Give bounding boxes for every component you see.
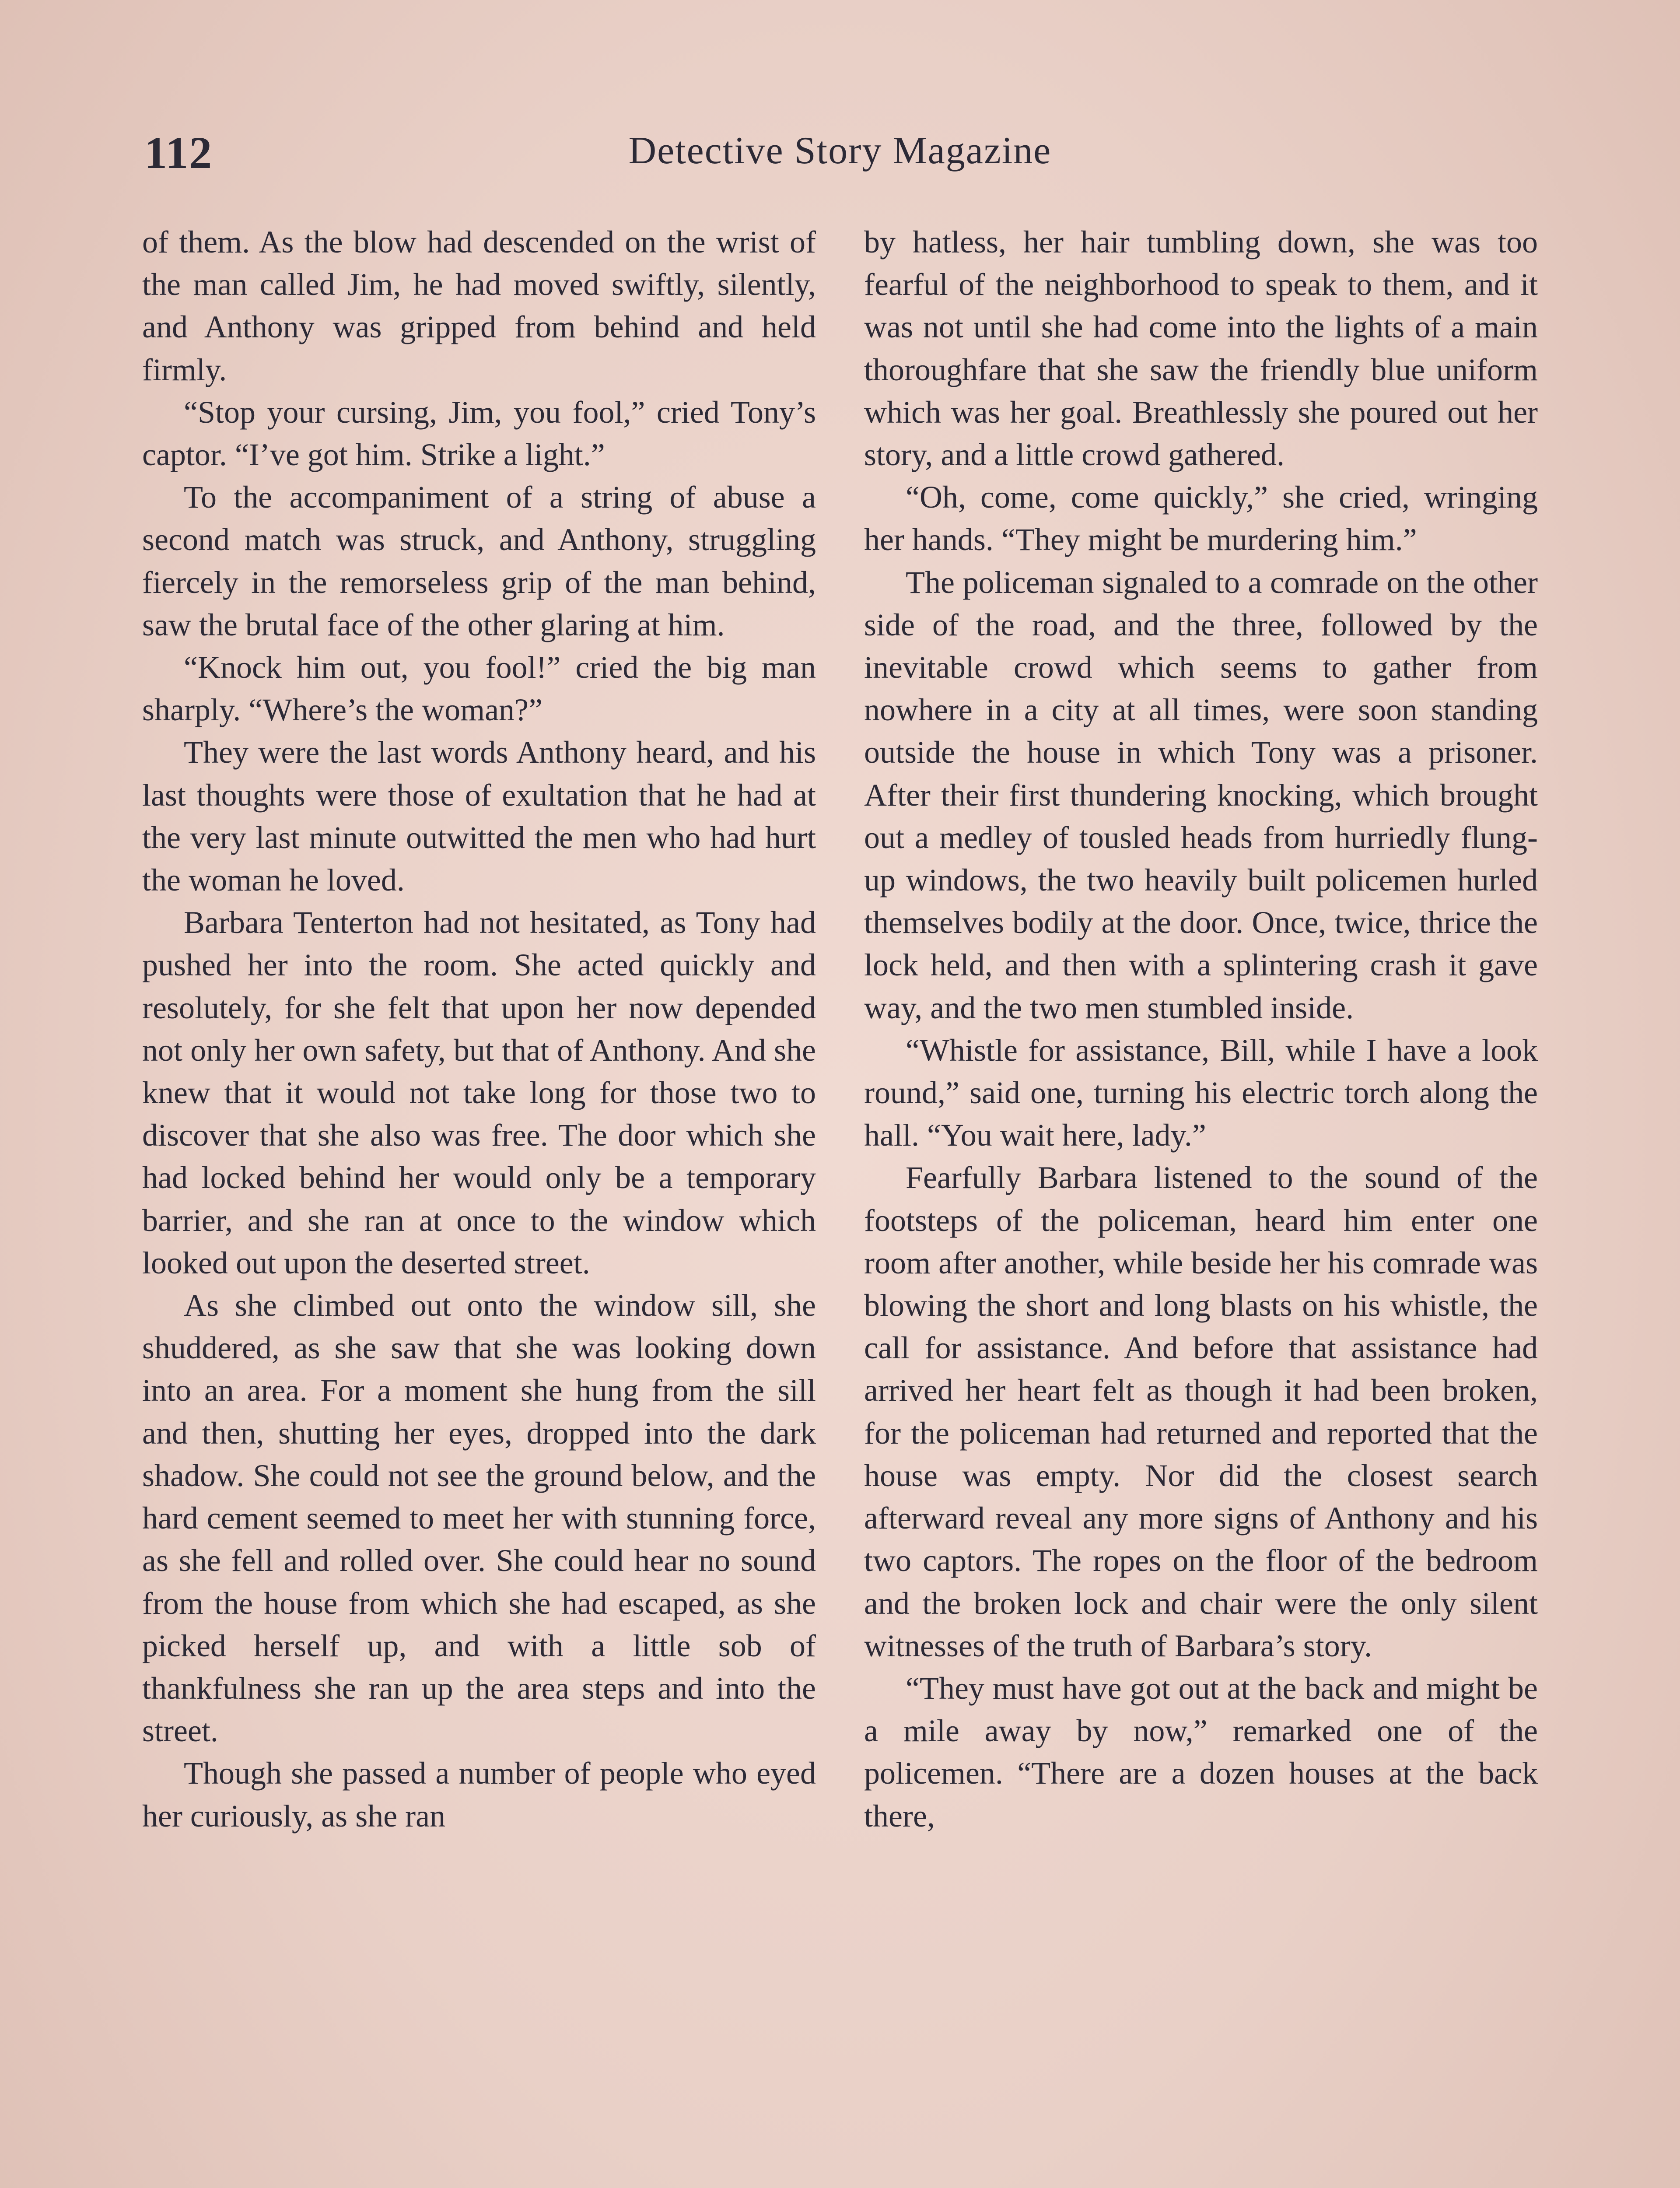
paragraph: Fearfully Barbara listened to the sound of the footsteps of the policeman, heard him enter one room after another, while beside her his comrade was blowing the short and long blasts on his whistle, the call for assistance. And before that assistance had arrived her heart felt as though it had been broken, for the policeman had returned and reported that the house was empty. Nor did the closest search afterward reveal any more signs of Anthony and his two captors. The ropes on the floor of the bedroom and the broken lock and chair were the only silent witnesses of the truth of Barbara’s story. — [864, 1160, 1538, 1663]
paragraph: “Oh, come, come quickly,” she cried, wringing her hands. “They might be murdering him.” — [864, 480, 1538, 558]
paragraph: Though she passed a number of people who eyed her curiously, as she ran — [142, 1756, 816, 1834]
paragraph: The policeman signaled to a comrade on the other side of the road, and the three, followed by the inevitable crowd which seems to gather from nowhere in a city at all times, were soon standing outside the house in which Tony was a prisoner. After their first thundering knocking, which brought out a medley of tousled heads from hurriedly flung-up windows, the two heavily built policemen hurled themselves bodily at the door. Once, twice, thrice the lock held, and then with a splintering crash it gave way, and the two men stumbled inside. — [864, 565, 1538, 1025]
paragraph: of them. As the blow had descended on the wrist of the man called Jim, he had moved swiftly, silently, and Anthony was gripped from behind and held firmly. — [142, 224, 816, 387]
paragraph: Barbara Tenterton had not hesitated, as Tony had pushed her into the room. She acted quickly and resolutely, for she felt that upon her now depended not only her own safety, but that of Anthony. And she knew that it would not take long for those two to discover that she also was free. The door which she had locked behind her would only be a temporary barrier, and she ran at once to the window which looked out upon the deserted street. — [142, 905, 816, 1280]
paragraph: by hatless, her hair tumbling down, she was too fearful of the neighborhood to speak to them, and it was not until she had come into the lights of a main thoroughfare that she saw the friendly blue uniform which was her goal. Breathlessly she poured out her story, and a little crowd gathered. — [864, 224, 1538, 473]
paragraph: “They must have got out at the back and might be a mile away by now,” remarked one of the policemen. “There are a dozen houses at the back there, — [864, 1670, 1538, 1834]
paragraph: They were the last words Anthony heard, and his last thoughts were those of exultation that he had at the very last minute outwitted the men who had hurt the woman he loved. — [142, 735, 816, 898]
paragraph: “Whistle for assistance, Bill, while I have a look round,” said one, turning his electric torch along the hall. “You wait here, lady.” — [864, 1032, 1538, 1153]
right-column — [864, 221, 1538, 1837]
paragraph: “Knock him out, you fool!” cried the big man sharply. “Where’s the woman?” — [142, 650, 816, 728]
paragraph: As she climbed out onto the window sill, she shuddered, as she saw that she was looking down into an area. For a moment she hung from the sill and then, shutting her eyes, dropped into the dark shadow. She could not see the ground below, and the hard cement seemed to meet her with stunning force, as she fell and rolled over. She could hear no sound from the house from which she had escaped, as she picked herself up, and with a little sob of thankfulness she ran up the area steps and into the street. — [142, 1288, 816, 1749]
magazine-title: Detective Story Magazine — [628, 130, 1052, 172]
left-column — [142, 221, 816, 1837]
running-head — [144, 127, 1536, 188]
paragraph: “Stop your cursing, Jim, you fool,” cried Tony’s captor. “I’ve got him. Strike a light.” — [142, 394, 816, 473]
paragraph: To the accompaniment of a string of abuse a second match was struck, and Anthony, struggling fiercely in the remorseless grip of the man behind, saw the brutal face of the other glaring at him. — [142, 480, 816, 642]
page-number: 112 — [144, 128, 213, 178]
